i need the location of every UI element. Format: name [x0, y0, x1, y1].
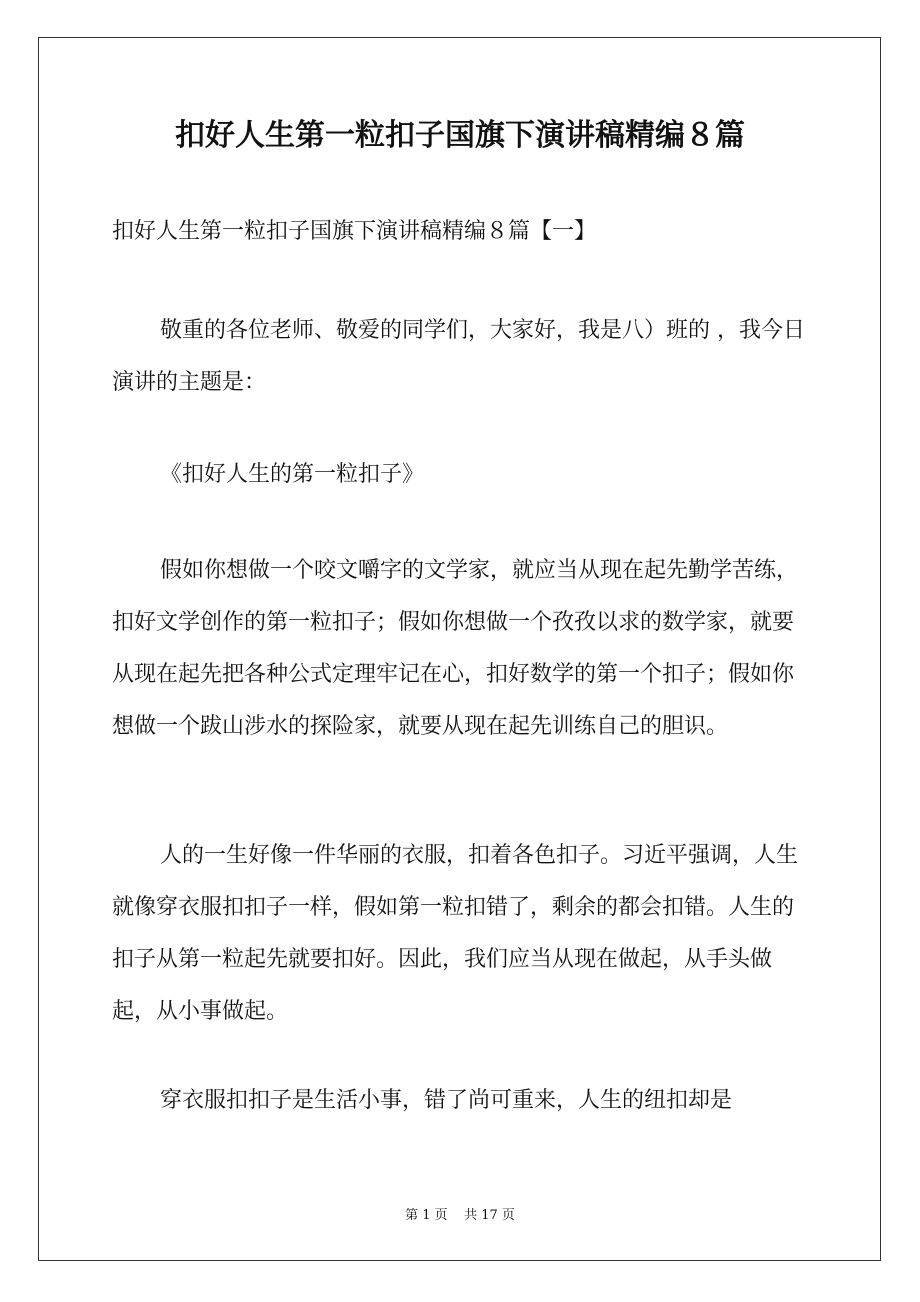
document-title: 扣好人生第一粒扣子国旗下演讲稿精编８篇 [175, 118, 745, 153]
paragraph-body-2: 人的一生好像一件华丽的衣服，扣着各色扣子。习近平强调，人生就像穿衣服扣扣子一样，假如第一粒扣错了，剩余的都会扣错。人生的扣子从第一粒起先就要扣好。因此，我们应当从现在做起，从手头做起，从小事做起。 [112, 843, 799, 1024]
paragraph-greeting: 敬重的各位老师、敬爱的同学们，大家好，我是八）班的 ，我今日演讲的主题是： [112, 318, 805, 395]
page-footer: 第 1 页 共 17 页 [405, 1208, 515, 1223]
paragraph-speech-title: 《扣好人生的第一粒扣子》 [160, 462, 425, 487]
section-heading: 扣好人生第一粒扣子国旗下演讲稿精编８篇【一】 [112, 219, 597, 244]
paragraph-body-1: 假如你想做一个咬文嚼字的文学家，就应当从现在起先勤学苦练，扣好文学创作的第一粒扣子；假如你想做一个孜孜以求的数学家，就要从现在起先把各种公式定理牢记在心，扣好数学的第一个扣子；假如你想做一个跋山涉水的探险家，就要从现在起先训练自己的胆识。 [112, 558, 799, 739]
paragraph-body-3: 穿衣服扣扣子是生活小事，错了尚可重来，人生的纽扣却是 [160, 1088, 733, 1113]
